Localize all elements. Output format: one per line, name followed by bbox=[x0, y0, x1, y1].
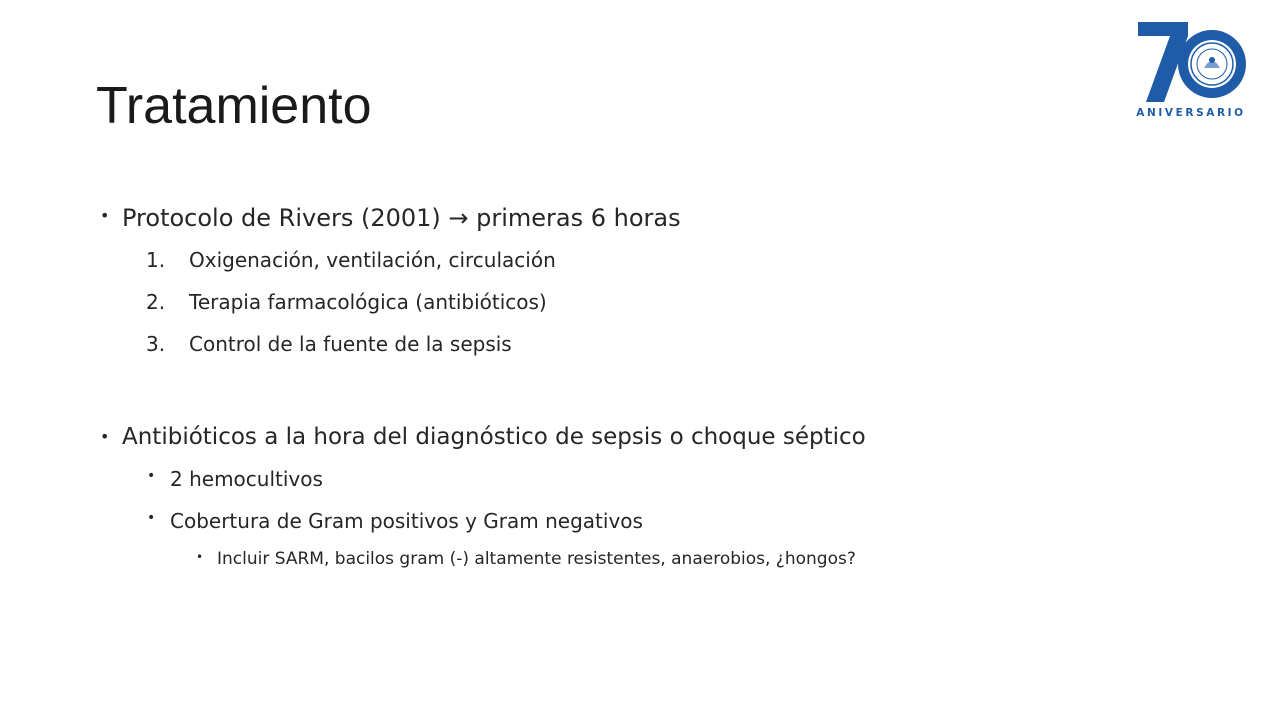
sub-sub-bullet-marker: • bbox=[196, 550, 204, 564]
sub-bullet-hemocultivos: 2 hemocultivos bbox=[170, 467, 323, 491]
bullet-marker: • bbox=[100, 427, 110, 446]
numbered-marker: 3. bbox=[146, 332, 166, 356]
bullet-marker: • bbox=[100, 206, 110, 225]
numbered-item-oxigenacion: Oxigenación, ventilación, circulación bbox=[189, 248, 556, 272]
sub-sub-bullet-incluir: Incluir SARM, bacilos gram (-) altamente resistentes, anaerobios, ¿hongos? bbox=[217, 549, 856, 569]
svg-text:ANIVERSARIO: ANIVERSARIO bbox=[1136, 107, 1246, 119]
numbered-marker: 1. bbox=[146, 248, 166, 272]
numbered-item-terapia: Terapia farmacológica (antibióticos) bbox=[189, 290, 547, 314]
numbered-item-control: Control de la fuente de la sepsis bbox=[189, 332, 512, 356]
slide-title: Tratamiento bbox=[96, 77, 372, 135]
sub-bullet-marker: • bbox=[147, 510, 156, 526]
numbered-marker: 2. bbox=[146, 290, 166, 314]
bullet-text-antibioticos: Antibióticos a la hora del diagnóstico de sepsis o choque séptico bbox=[122, 424, 866, 450]
sub-bullet-marker: • bbox=[147, 468, 156, 484]
bullet-text-rivers: Protocolo de Rivers (2001) → primeras 6 horas bbox=[122, 204, 681, 232]
sub-bullet-cobertura: Cobertura de Gram positivos y Gram negativos bbox=[170, 509, 643, 533]
